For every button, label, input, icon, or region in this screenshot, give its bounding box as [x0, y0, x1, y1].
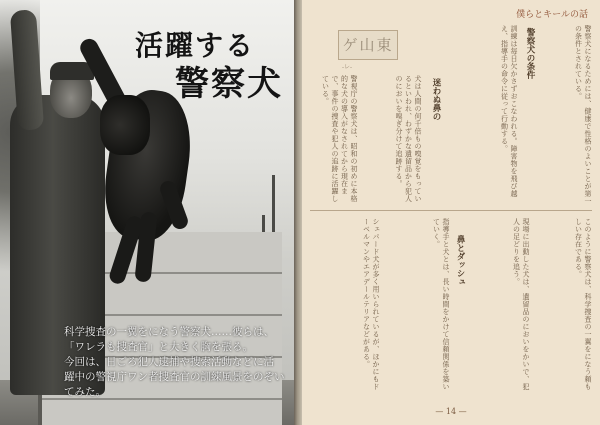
section-box-subtitle: -レ-	[342, 64, 353, 71]
photo-page	[0, 0, 297, 425]
body-column: 犬は人間の何千倍もの嗅覚をもっているといわれ、わずかな遺留品から犯人のにおいを嗅ぎ分けて追跡する。	[395, 75, 422, 203]
article-title-line-2: 警察犬	[175, 64, 283, 104]
page-gutter	[294, 0, 302, 425]
body-column: このように警察犬は、科学捜査の一翼をになう頼もしい存在である。	[574, 218, 592, 391]
body-column: 警視庁の警察犬は、昭和の初めに本格的な犬の導入がなされてから現在まで、事件の捜査や犯人の追跡に活躍している。	[321, 75, 358, 203]
photo-dog-head	[100, 95, 150, 155]
body-column: 訓練は毎日欠かさずおこなわれる。障害物を飛び越え、指導手の命令に従って行動する。	[500, 25, 518, 198]
body-column: 警察犬になるためには、健康で性格のよいことが第一の条件とされている。	[574, 25, 592, 205]
text-page	[302, 0, 600, 425]
body-column: 現場に出動した犬は、遺留品のにおいをかいで、犯人の足どりを追う。	[512, 218, 530, 391]
sub-heading: 迷わぬ鼻の	[431, 78, 441, 121]
column-rule	[310, 210, 592, 211]
caption-line: てみた。	[64, 386, 106, 398]
caption-line: 躍中の警視庁ワン者捜査官の訓練風景をのぞい	[64, 371, 285, 383]
sub-heading: 鼻とダッシュ	[455, 235, 465, 286]
body-column: 指導手と犬とは、長い時間をかけて信頼関係を築いていく。	[432, 218, 450, 391]
article-title-line-1: 活躍する	[134, 29, 255, 62]
section-box-heading: ゲ山東	[338, 30, 398, 60]
caption-line: 今回は、日ごろ犯人逮捕や捜索活動などに活	[64, 356, 274, 368]
sub-heading: 警察犬の条件	[525, 28, 535, 79]
running-header: 僕らとキールの話	[516, 10, 588, 20]
caption-line: 「ワレラも捜査官」と大きく胸を張る。	[64, 341, 253, 353]
photo-caption	[64, 325, 289, 400]
caption-line: 科学捜査の一翼をになう警察犬……彼らは、	[64, 326, 274, 338]
page-number: — 14 —	[435, 407, 467, 416]
body-column: シェパード犬が多く用いられているが、ほかにもドーベルマンやエアデールテリアなどがある。	[362, 218, 380, 391]
